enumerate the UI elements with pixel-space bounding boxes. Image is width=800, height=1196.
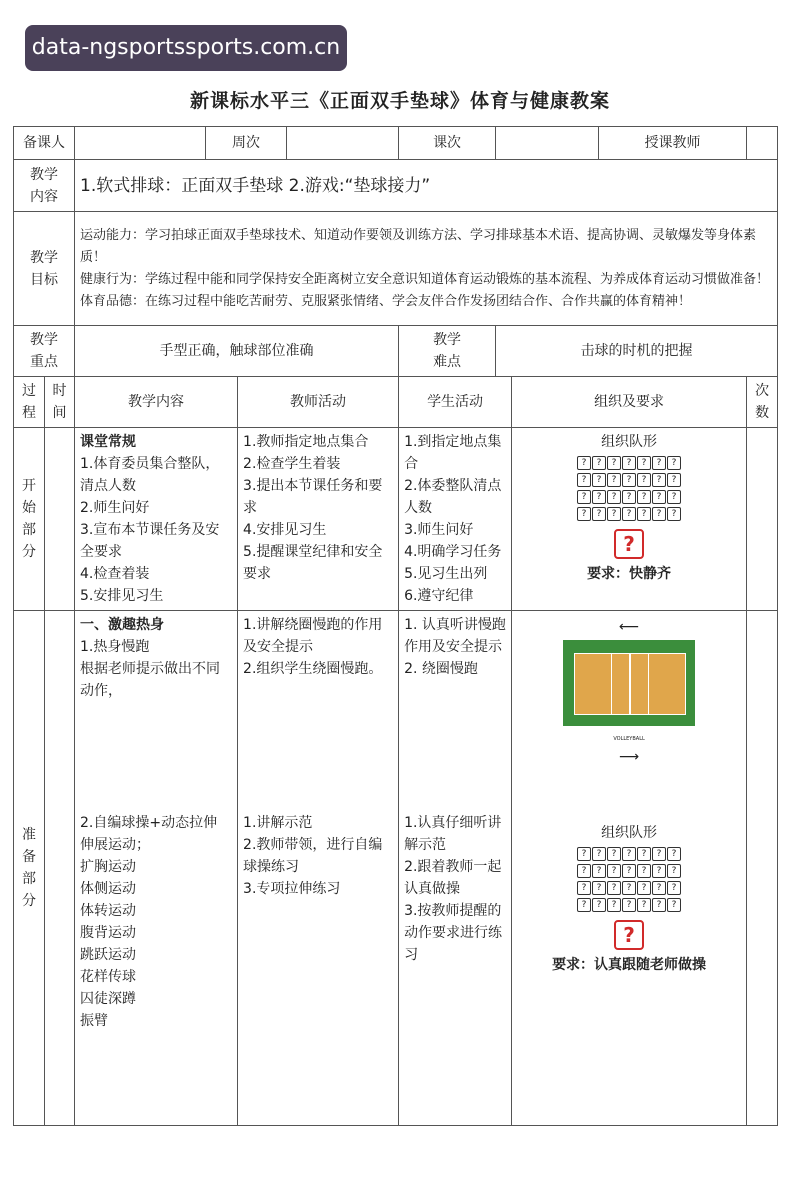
start-stage-label: 开 始 部 分 bbox=[14, 428, 45, 611]
student-marker-icon: ? bbox=[652, 490, 666, 504]
student-marker-icon: ? bbox=[637, 456, 651, 470]
student-marker-icon: ? bbox=[637, 864, 651, 878]
court-net bbox=[629, 654, 631, 714]
list-item: 囚徒深蹲 bbox=[80, 991, 136, 1007]
list-item: 1.讲解绕圈慢跑的作用及安全提示 bbox=[243, 617, 383, 655]
list-item: 4.安排见习生 bbox=[243, 522, 327, 538]
prep-time bbox=[45, 611, 75, 1126]
student-marker-icon: ? bbox=[637, 490, 651, 504]
student-marker-icon: ? bbox=[607, 456, 621, 470]
prep-stage-label: 准 备 部 分 bbox=[14, 611, 45, 1126]
list-item: 6.遵守纪律 bbox=[404, 588, 474, 604]
start-time bbox=[45, 428, 75, 611]
prep-content bbox=[75, 611, 238, 1126]
lesson-value bbox=[496, 127, 599, 160]
student-marker-icon: ? bbox=[637, 881, 651, 895]
student-marker-icon: ? bbox=[652, 881, 666, 895]
student-marker-icon: ? bbox=[592, 864, 606, 878]
list-item: 5.提醒课堂纪律和安全要求 bbox=[243, 544, 383, 582]
student-marker-icon: ? bbox=[577, 898, 591, 912]
student-marker-icon: ? bbox=[577, 847, 591, 861]
student-marker-icon: ? bbox=[667, 881, 681, 895]
list-item: 1.认真仔细听讲解示范 bbox=[404, 815, 502, 853]
list-item: 2.组织学生绕圈慢跑。 bbox=[243, 661, 383, 677]
student-marker-icon: ? bbox=[592, 507, 606, 521]
page-title: 新课标水平三《正面双手垫球》体育与健康教案 bbox=[189, 90, 610, 112]
col-process: 过 程 bbox=[14, 377, 45, 428]
student-marker-icon: ? bbox=[607, 473, 621, 487]
col-teacher: 教师活动 bbox=[238, 377, 399, 428]
arrow-left-icon: ⟵ bbox=[619, 619, 640, 635]
student-marker-icon: ? bbox=[652, 473, 666, 487]
list-item: 5.见习生出列 bbox=[404, 566, 488, 582]
list-item: 2.师生问好 bbox=[80, 500, 150, 516]
student-formation bbox=[517, 847, 741, 912]
start-content-title: 课堂常规 bbox=[80, 434, 136, 450]
student-marker-icon: ? bbox=[652, 847, 666, 861]
student-marker-icon: ? bbox=[667, 847, 681, 861]
formation-row bbox=[517, 847, 741, 861]
list-item: 体转运动 bbox=[80, 903, 136, 919]
col-organization: 组织及要求 bbox=[512, 377, 747, 428]
student-marker-icon: ? bbox=[652, 898, 666, 912]
student-marker-icon: ? bbox=[622, 490, 636, 504]
list-item: 2.检查学生着装 bbox=[243, 456, 341, 472]
lesson-plan-table bbox=[13, 126, 778, 1126]
formation-title: 组织队形 bbox=[601, 434, 658, 450]
formation-row bbox=[517, 507, 741, 521]
start-organization bbox=[512, 428, 747, 611]
court-label: VOLLEYBALL bbox=[613, 736, 645, 742]
prep-count bbox=[747, 611, 778, 1126]
student-marker-icon: ? bbox=[667, 864, 681, 878]
student-marker-icon: ? bbox=[637, 847, 651, 861]
student-marker-icon: ? bbox=[607, 864, 621, 878]
list-item: 3.提出本节课任务和要求 bbox=[243, 478, 383, 516]
student-marker-icon: ? bbox=[652, 456, 666, 470]
prep-requirement: 要求：认真跟随老师做操 bbox=[552, 957, 707, 973]
col-count: 次 数 bbox=[747, 377, 778, 428]
student-marker-icon: ? bbox=[577, 507, 591, 521]
goals-label: 教学 目标 bbox=[14, 212, 75, 326]
arrow-right-icon: ⟶ bbox=[619, 749, 640, 765]
list-item: 腹背运动 bbox=[80, 925, 136, 941]
list-item: 3.宣布本节课任务及安全要求 bbox=[80, 522, 220, 560]
list-item: 3.按教师提醒的动作要求进行练习 bbox=[404, 903, 503, 963]
student-marker-icon: ? bbox=[607, 490, 621, 504]
student-marker-icon: ? bbox=[637, 507, 651, 521]
student-marker-icon: ? bbox=[667, 490, 681, 504]
content-text: 1.软式排球：正面双手垫球 2.游戏:“垫球接力” bbox=[75, 160, 778, 212]
student-marker-icon: ? bbox=[607, 847, 621, 861]
list-item: 根据老师提示做出不同动作， bbox=[80, 661, 220, 699]
student-marker-icon: ? bbox=[622, 456, 636, 470]
list-item: 1.体育委员集合整队，清点人数 bbox=[80, 456, 220, 494]
volleyball-court-diagram bbox=[561, 620, 697, 764]
list-item: 1.到指定地点集合 bbox=[404, 434, 502, 472]
list-item: 1.热身慢跑 bbox=[80, 639, 150, 655]
formation-row bbox=[517, 881, 741, 895]
start-content bbox=[75, 428, 238, 611]
column-header-row bbox=[14, 377, 778, 428]
focus-label: 教学 重点 bbox=[14, 326, 75, 377]
student-marker-icon: ? bbox=[607, 881, 621, 895]
list-item: 1.讲解示范 bbox=[243, 815, 313, 831]
student-marker-icon: ? bbox=[667, 507, 681, 521]
watermark-badge: data-ngsportssports.com.cn bbox=[25, 25, 347, 71]
list-item: 2.体委整队清点人数 bbox=[404, 478, 502, 516]
formation-row bbox=[517, 456, 741, 470]
goal-character: 体育品德：在练习过程中能吃苦耐劳、克服紧张情绪、学会友伴合作发扬团结合作、合作共赢的体育精神！ bbox=[80, 293, 692, 309]
list-item: 4.检查着装 bbox=[80, 566, 150, 582]
difficulty-text: 击球的时机的把握 bbox=[496, 326, 778, 377]
list-item: 4.明确学习任务 bbox=[404, 544, 502, 560]
student-marker-icon: ? bbox=[592, 898, 606, 912]
start-teacher bbox=[238, 428, 399, 611]
student-marker-icon: ? bbox=[622, 507, 636, 521]
week-label: 周次 bbox=[206, 127, 287, 160]
list-item: 扩胸运动 bbox=[80, 859, 136, 875]
list-item: 花样传球 bbox=[80, 969, 136, 985]
list-item: 3.师生问好 bbox=[404, 522, 474, 538]
prep-student bbox=[399, 611, 512, 1126]
list-item: 1.教师指定地点集合 bbox=[243, 434, 369, 450]
formation-row bbox=[517, 490, 741, 504]
teacher-value bbox=[747, 127, 778, 160]
list-item: 2. 绕圈慢跑 bbox=[404, 661, 478, 677]
col-time: 时 间 bbox=[45, 377, 75, 428]
list-item: 1. 认真听讲慢跑作用及安全提示 bbox=[404, 617, 506, 655]
prep-organization bbox=[512, 611, 747, 1126]
teacher-marker-icon: ? bbox=[614, 529, 644, 559]
start-section-row bbox=[14, 428, 778, 611]
list-item: 2.自编球操+动态拉伸 bbox=[80, 815, 218, 831]
student-marker-icon: ? bbox=[622, 881, 636, 895]
teacher-label: 授课教师 bbox=[599, 127, 747, 160]
warmup-title: 一、激趣热身 bbox=[80, 617, 164, 633]
start-requirement: 要求：快静齐 bbox=[587, 566, 672, 582]
list-item: 5.安排见习生 bbox=[80, 588, 164, 604]
student-marker-icon: ? bbox=[652, 864, 666, 878]
student-marker-icon: ? bbox=[592, 473, 606, 487]
goals-row bbox=[14, 212, 778, 326]
preparer-value bbox=[75, 127, 206, 160]
student-marker-icon: ? bbox=[592, 490, 606, 504]
goal-health: 健康行为：学练过程中能和同学保持安全距离树立安全意识知道体育运动锻炼的基本流程、为养成体育运动习惯做准备！ bbox=[80, 271, 770, 287]
prep-section-row bbox=[14, 611, 778, 1126]
list-item: 跳跃运动 bbox=[80, 947, 136, 963]
student-marker-icon: ? bbox=[607, 898, 621, 912]
student-marker-icon: ? bbox=[622, 864, 636, 878]
student-marker-icon: ? bbox=[622, 847, 636, 861]
start-count bbox=[747, 428, 778, 611]
formation-row bbox=[517, 864, 741, 878]
content-label: 教学 内容 bbox=[14, 160, 75, 212]
list-item: 振臂 bbox=[80, 1013, 108, 1029]
goals-text bbox=[75, 212, 778, 326]
student-marker-icon: ? bbox=[637, 473, 651, 487]
court-surround bbox=[563, 640, 695, 726]
header-row bbox=[14, 127, 778, 160]
col-student: 学生活动 bbox=[399, 377, 512, 428]
student-marker-icon: ? bbox=[667, 473, 681, 487]
student-marker-icon: ? bbox=[607, 507, 621, 521]
goal-skill: 运动能力：学习拍球正面双手垫球技术、知道动作要领及训练方法、学习排球基本术语、提高协调、灵敏爆发等身体素质！ bbox=[80, 227, 757, 265]
student-marker-icon: ? bbox=[622, 473, 636, 487]
lesson-label: 课次 bbox=[399, 127, 496, 160]
student-marker-icon: ? bbox=[652, 507, 666, 521]
student-marker-icon: ? bbox=[577, 473, 591, 487]
start-student bbox=[399, 428, 512, 611]
student-marker-icon: ? bbox=[637, 898, 651, 912]
week-value bbox=[287, 127, 399, 160]
list-item: 2.教师带领，进行自编球操练习 bbox=[243, 837, 383, 875]
list-item: 2.跟着教师一起认真做操 bbox=[404, 859, 502, 897]
student-marker-icon: ? bbox=[592, 881, 606, 895]
col-content: 教学内容 bbox=[75, 377, 238, 428]
student-marker-icon: ? bbox=[622, 898, 636, 912]
student-marker-icon: ? bbox=[577, 864, 591, 878]
content-row bbox=[14, 160, 778, 212]
list-item: 伸展运动； bbox=[80, 837, 150, 853]
preparer-label: 备课人 bbox=[14, 127, 75, 160]
student-marker-icon: ? bbox=[577, 490, 591, 504]
student-marker-icon: ? bbox=[577, 456, 591, 470]
keypoints-row bbox=[14, 326, 778, 377]
student-marker-icon: ? bbox=[592, 456, 606, 470]
court-surface bbox=[574, 653, 686, 715]
prep-teacher bbox=[238, 611, 399, 1126]
student-formation bbox=[517, 456, 741, 521]
formation-row bbox=[517, 473, 741, 487]
student-marker-icon: ? bbox=[592, 847, 606, 861]
focus-text: 手型正确，触球部位准确 bbox=[75, 326, 399, 377]
student-marker-icon: ? bbox=[667, 456, 681, 470]
difficulty-label: 教学 难点 bbox=[399, 326, 496, 377]
teacher-marker-icon: ? bbox=[614, 920, 644, 950]
formation-row bbox=[517, 898, 741, 912]
list-item: 3.专项拉伸练习 bbox=[243, 881, 341, 897]
student-marker-icon: ? bbox=[667, 898, 681, 912]
student-marker-icon: ? bbox=[577, 881, 591, 895]
list-item: 体侧运动 bbox=[80, 881, 136, 897]
formation-title: 组织队形 bbox=[601, 825, 658, 841]
